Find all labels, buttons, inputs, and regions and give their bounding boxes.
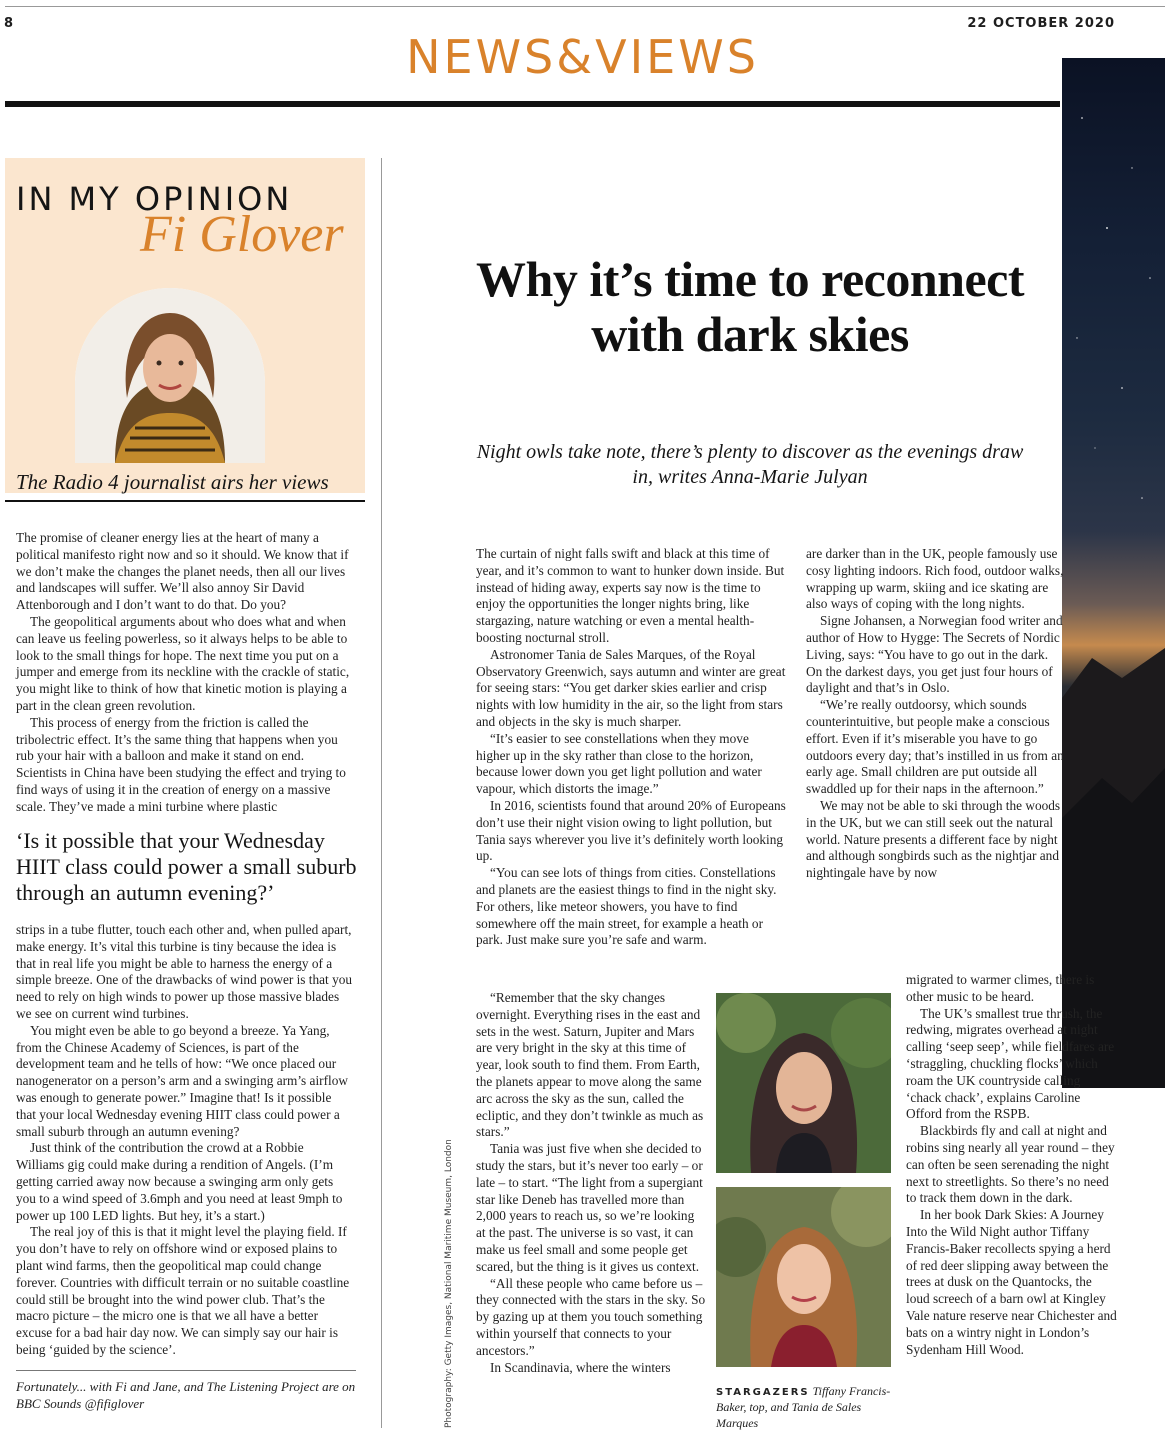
paragraph: Signe Johansen, a Norwegian food writer and author of How to Hygge: The Secrets of Nordic Living, says: “You have to go out in the dark. On the darkest days, you get just four hours of daylight and that’s in Oslo.	[806, 613, 1063, 696]
paragraph: The promise of cleaner energy lies at the heart of many a political manifesto right now and so it should. We know that if we don’t make the changes the planet needs, then all our lives and landscapes will suffer. We’ll also annoy Sir David Attenborough and I don’t want to do that. Do you?	[16, 530, 349, 613]
opinion-footer: Fortunately... with Fi and Jane, and The Listening Project are on BBC Sounds @fifiglover	[16, 1379, 356, 1411]
columnist-portrait	[75, 288, 265, 463]
paragraph: “Remember that the sky changes overnight. Everything rises in the east and sets in the west. Saturn, Jupiter and Mars are very bright in the sky at this time of year, look south to find them. From Earth, the planets appear to move along the same arc across the sky as the sun, called the ecliptic, and they don’t twinkle as much as stars.”	[476, 990, 704, 1140]
paragraph: This process of energy from the friction is called the tribolectric effect. It’s the same thing that happens when you rub your hair with a balloon and make it stand on end. Scientists in China have been studying the effect and trying to find ways of using it in the creation of energy on a massive scale. They’ve made a mini turbine where plastic	[16, 714, 346, 814]
paragraph: In 2016, scientists found that around 20% of Europeans don’t use their night vision owing to light pollution, but Tania says wherever you live it’s definitely worth looking up.	[476, 797, 786, 864]
stargazer-photo-tania	[716, 1187, 891, 1367]
column-divider	[381, 158, 382, 1428]
paragraph: “All these people who came before us – they connected with the stars in the sky. So by gazing up at them you touch something within yourself that connects to your ancestors.”	[476, 1275, 706, 1358]
opinion-body-part-1	[16, 530, 352, 816]
paragraph: We may not be able to ski through the woods in the UK, but we can still seek out the natural world. Nature presents a different face by night and although songbirds such as the nightjar and nightingale have by now	[806, 797, 1061, 881]
paragraph: Just think of the contribution the crowd at a Robbie Williams gig could make during a rendition of Angels. (I’m getting carried away now because a swinging arm only gets you to a wind speed of 3.6mph and you need at least 9mph to power up 100 LED lights. But hey, it’s a start.)	[16, 1140, 343, 1223]
feature-column-2-lower	[906, 972, 1118, 1358]
section-rule	[5, 101, 1060, 107]
photo-credit: Photography: Getty Images, National Maritime Museum, London	[444, 1139, 454, 1428]
feature-headline: Why it’s time to reconnect with dark skies	[476, 251, 1024, 362]
paragraph: migrated to warmer climes, there is other music to be heard.	[906, 972, 1095, 1004]
paragraph: “You can see lots of things from cities. Constellations and planets are the easiest things to find in the night sky. For others, like meteor showers, you have to find somewhere off the main street, for example a heath or park. Just make sure you’re safe and warm.	[476, 865, 777, 948]
opinion-kicker: IN MY OPINION	[16, 180, 293, 218]
photo-caption	[716, 1383, 896, 1431]
paragraph: The geopolitical arguments about who does what and when can leave us feeling powerless, so it always helps to be able to look to the small things for hope. The next time you put on a jumper and emerge from its neckline with the crackle of static, you might like to think of how that kinetic motion is playing a part in the clean green revolution.	[16, 613, 350, 713]
paragraph: The real joy of this is that it might level the playing field. If you don’t have to rely on offshore wind or exposed plains to plant wind farms, then the geopolitical map could change forever. Countries with difficult terrain or no suitable coastline could still be brought into the wind power club. That’s the macro picture – the micro one is that we all have a better excuse for a bad hair day now. We can simply say our hair is being ‘guided by the science’.	[16, 1224, 350, 1357]
paragraph: are darker than in the UK, people famously use cosy lighting indoors. Rich food, outdoor walks, wrapping up warm, skiing and ice skating are also ways of coping with the long nights.	[806, 546, 1064, 612]
feature-column-2	[806, 546, 1064, 882]
caption-label: STARGAZERS	[716, 1387, 810, 1398]
issue-date: 22 OCTOBER 2020	[967, 16, 1115, 31]
paragraph: In Scandinavia, where the winters	[490, 1359, 671, 1375]
paragraph: Blackbirds fly and call at night and robins sing nearly all year round – they can often be seen serenading the night next to streetlights. So there’s no need to track them down in the dark.	[906, 1123, 1115, 1206]
paragraph: Tania was just five when she decided to study the stars, but it’s never too early – or late – to start. “The light from a supergiant star like Deneb has travelled more than 2,000 years to reach us, so we’re looking at the past. The universe is so vast, it can make us feel small and some people get scared, but the thing is it gives us context.	[476, 1141, 703, 1274]
caption-text: Tiffany Francis-Baker, top, and Tania de Sales Marques	[716, 1384, 891, 1430]
feature-column-1	[476, 546, 786, 949]
paragraph: In her book Dark Skies: A Journey Into the Wild Night author Tiffany Francis-Baker recollects spying a herd of red deer slipping away between the trees at dusk on the Quantocks, the loud screech of a barn owl at Kingley Vale nature reserve near Chichester and bats on a wintry night in London’s Sydenham Hill Wood.	[906, 1207, 1117, 1357]
page-number: 8	[4, 16, 14, 31]
opinion-strap: The Radio 4 journalist airs her views	[16, 470, 329, 494]
strap-rule	[5, 500, 365, 502]
paragraph: You might even be able to go beyond a breeze. Ya Yang, from the Chinese Academy of Sciences, is part of the development team and he tells of how: “We once placed our nanogenerator on a person’s arm and a swinging arm’s airflow was enough to generate power.” Imagine that! Is it possible that your local Wednesday evening HIIT class could power a small suburb through an autumn evening?	[16, 1022, 348, 1139]
paragraph: “It’s easier to see constellations when they move higher up in the sky rather than close to the horizon, because lower down you get light pollution and water vapour, which distorts the image.”	[476, 730, 762, 797]
opinion-body-part-2	[16, 922, 352, 1359]
paragraph: strips in a tube flutter, touch each other and, when pulled apart, make energy. It’s vital this turbine is tiny because the idea is that in real life you might be able to harness the energy of a simple breeze. One of the drawbacks of wind power is that you need to rely on high winds to power up those massive blades we see on current wind turbines.	[16, 922, 353, 1021]
pull-quote: ‘Is it possible that your Wednesday HIIT class could power a small suburb through an autumn evening?’	[16, 828, 357, 905]
opinion-end-rule	[16, 1370, 356, 1371]
opinion-author: Fi Glover	[140, 206, 344, 263]
paragraph: Astronomer Tania de Sales Marques, of the Royal Observatory Greenwich, says autumn and winter are great for seeing stars: “You get darker skies earlier and crisp nights with low humidity in the air, so the light from stars and objects in the sky is much sharper.	[476, 646, 786, 729]
feature-standfirst: Night owls take note, there’s plenty to discover as the evenings draw in, writes Anna-Marie Julyan	[476, 441, 1024, 488]
night-sky-photo	[1062, 58, 1165, 1088]
paragraph: The UK’s smallest true thrush, the redwing, migrates overhead at night calling ‘seep seep’, while fieldfares are ‘straggling, chuckling flocks’ which roam the UK countryside calling ‘chack chack’, explains Caroline Offord from the RSPB.	[906, 1005, 1115, 1122]
top-rule	[5, 6, 1165, 7]
section-title: NEWS&VIEWS	[406, 30, 759, 84]
stargazer-photo-tiffany	[716, 993, 891, 1173]
feature-column-1-lower	[476, 990, 706, 1376]
paragraph: “We’re really outdoorsy, which sounds counterintuitive, but people make a conscious effort. Even if it’s miserable you have to go outdoors every day; that’s instilled in us from an early age. Small children are put outside all swaddled up for their naps in the afternoon.”	[806, 697, 1064, 797]
paragraph: The curtain of night falls swift and black at this time of year, and it’s common to want to hunker down inside. But instead of hiding away, experts say now is the time to enjoy the opportunities the longer nights bring, like stargazing, nature watching or even a mental health-boosting nocturnal stroll.	[476, 546, 785, 645]
